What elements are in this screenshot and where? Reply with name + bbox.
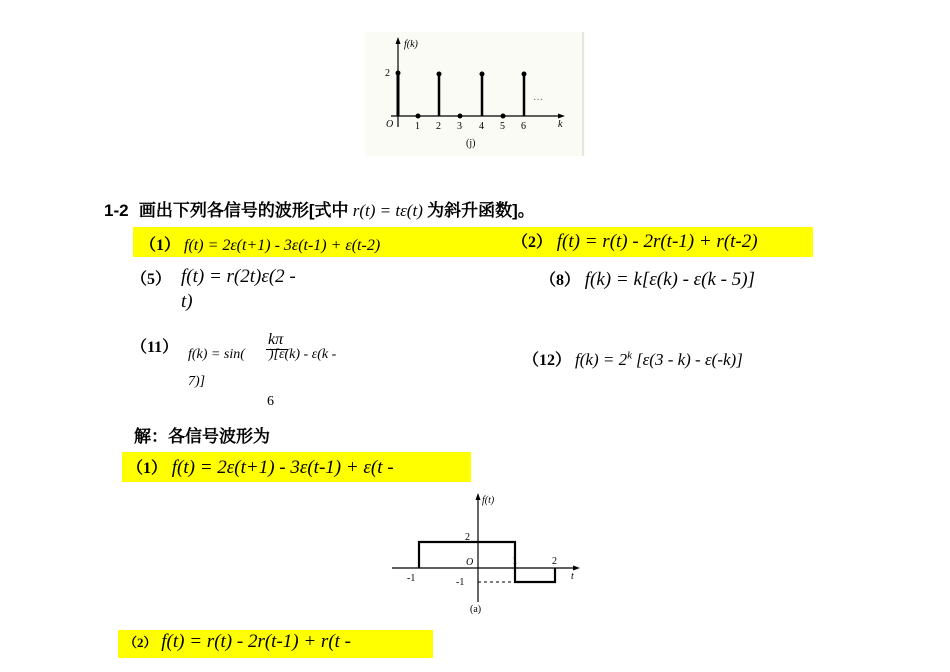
item-5-formula-line1: f(t) = r(2t)ε(2 -	[181, 266, 296, 287]
solution-1-formula: f(t) = 2ε(t+1) - 3ε(t-1) + ε(t -	[171, 457, 394, 478]
solution-1	[127, 455, 394, 479]
item-2-formula: f(t) = r(t) - 2r(t-1) + r(t-2)	[556, 231, 758, 252]
figure-caption: (a)	[470, 604, 482, 615]
item-11-formula-line1	[188, 347, 336, 363]
item-12	[523, 347, 743, 370]
item-11-func: f(k) = sin(	[188, 347, 245, 362]
x-tick-1: 1	[415, 121, 420, 132]
item-2-label: （2）	[512, 234, 553, 251]
solution-1-label: （1）	[127, 460, 168, 477]
item-5-formula-line2: t)	[181, 291, 193, 312]
item-11-formula-line2: 7)]	[188, 374, 206, 389]
point-k3	[458, 114, 463, 119]
x-tick-minus1: -1	[407, 573, 416, 584]
problem-text: 画出下列各信号的波形[式中	[138, 201, 349, 220]
y-axis-label: f(t)	[482, 495, 495, 506]
problem-heading	[104, 196, 535, 221]
solution-title: 解：各信号波形为	[134, 427, 270, 446]
item-2	[512, 229, 758, 253]
ramp-definition: r(t) = tε(t)	[352, 201, 423, 220]
item-8	[540, 267, 755, 291]
item-1	[140, 232, 380, 255]
y-axis-label: f(k)	[404, 39, 418, 50]
item-5-label: （5）	[131, 271, 172, 288]
point-k5	[501, 114, 506, 119]
x-tick-2: 2	[436, 121, 441, 132]
item-8-formula: f(k) = k[ε(k) - ε(k - 5)]	[584, 269, 755, 290]
origin-label: O	[386, 119, 394, 130]
waveform	[419, 542, 555, 582]
x-tick-1: 1	[512, 556, 517, 567]
x-axis-label: k	[558, 119, 563, 130]
item-11-frac-num: kπ	[268, 331, 284, 348]
problem-number: 1-2	[104, 201, 129, 220]
y-tick-2: 2	[465, 532, 470, 543]
item-11-rest: )[ε(k) - ε(k -	[268, 347, 337, 362]
item-12-label: （12）	[523, 352, 572, 369]
y-tick-minus1: -1	[456, 577, 465, 588]
x-tick-6: 6	[521, 121, 526, 132]
solution-2-label: （2）	[124, 635, 157, 650]
y-tick-2: 2	[385, 68, 390, 79]
item-12-formula-post: [ε(3 - k) - ε(-k)]	[635, 350, 743, 369]
point-k1	[416, 114, 421, 119]
origin-label: O	[466, 557, 474, 568]
item-1-formula: f(t) = 2ε(t+1) - 3ε(t-1) + ε(t-2)	[184, 237, 381, 254]
item-11-frac-den: 6	[267, 394, 274, 409]
item-12-formula-pre: f(k) = 2	[575, 350, 628, 369]
item-1-label: （1）	[140, 237, 181, 254]
figure-caption: (j)	[466, 138, 476, 149]
x-tick-5: 5	[500, 121, 505, 132]
problem-text-end: 为斜升函数]。	[427, 201, 535, 220]
item-8-label: （8）	[540, 272, 581, 289]
figure-a	[392, 490, 597, 616]
x-axis-label: t	[571, 571, 574, 582]
x-tick-2: 2	[552, 556, 557, 567]
x-tick-3: 3	[457, 121, 462, 132]
figure-j	[365, 32, 585, 156]
solution-2-formula: f(t) = r(t) - 2r(t-1) + r(t -	[161, 631, 352, 652]
item-11-label: （11）	[131, 339, 179, 356]
x-tick-4: 4	[479, 121, 484, 132]
item-12-exponent: k	[627, 349, 632, 362]
continuation-dots: …	[533, 92, 543, 103]
solution-2	[124, 631, 351, 653]
